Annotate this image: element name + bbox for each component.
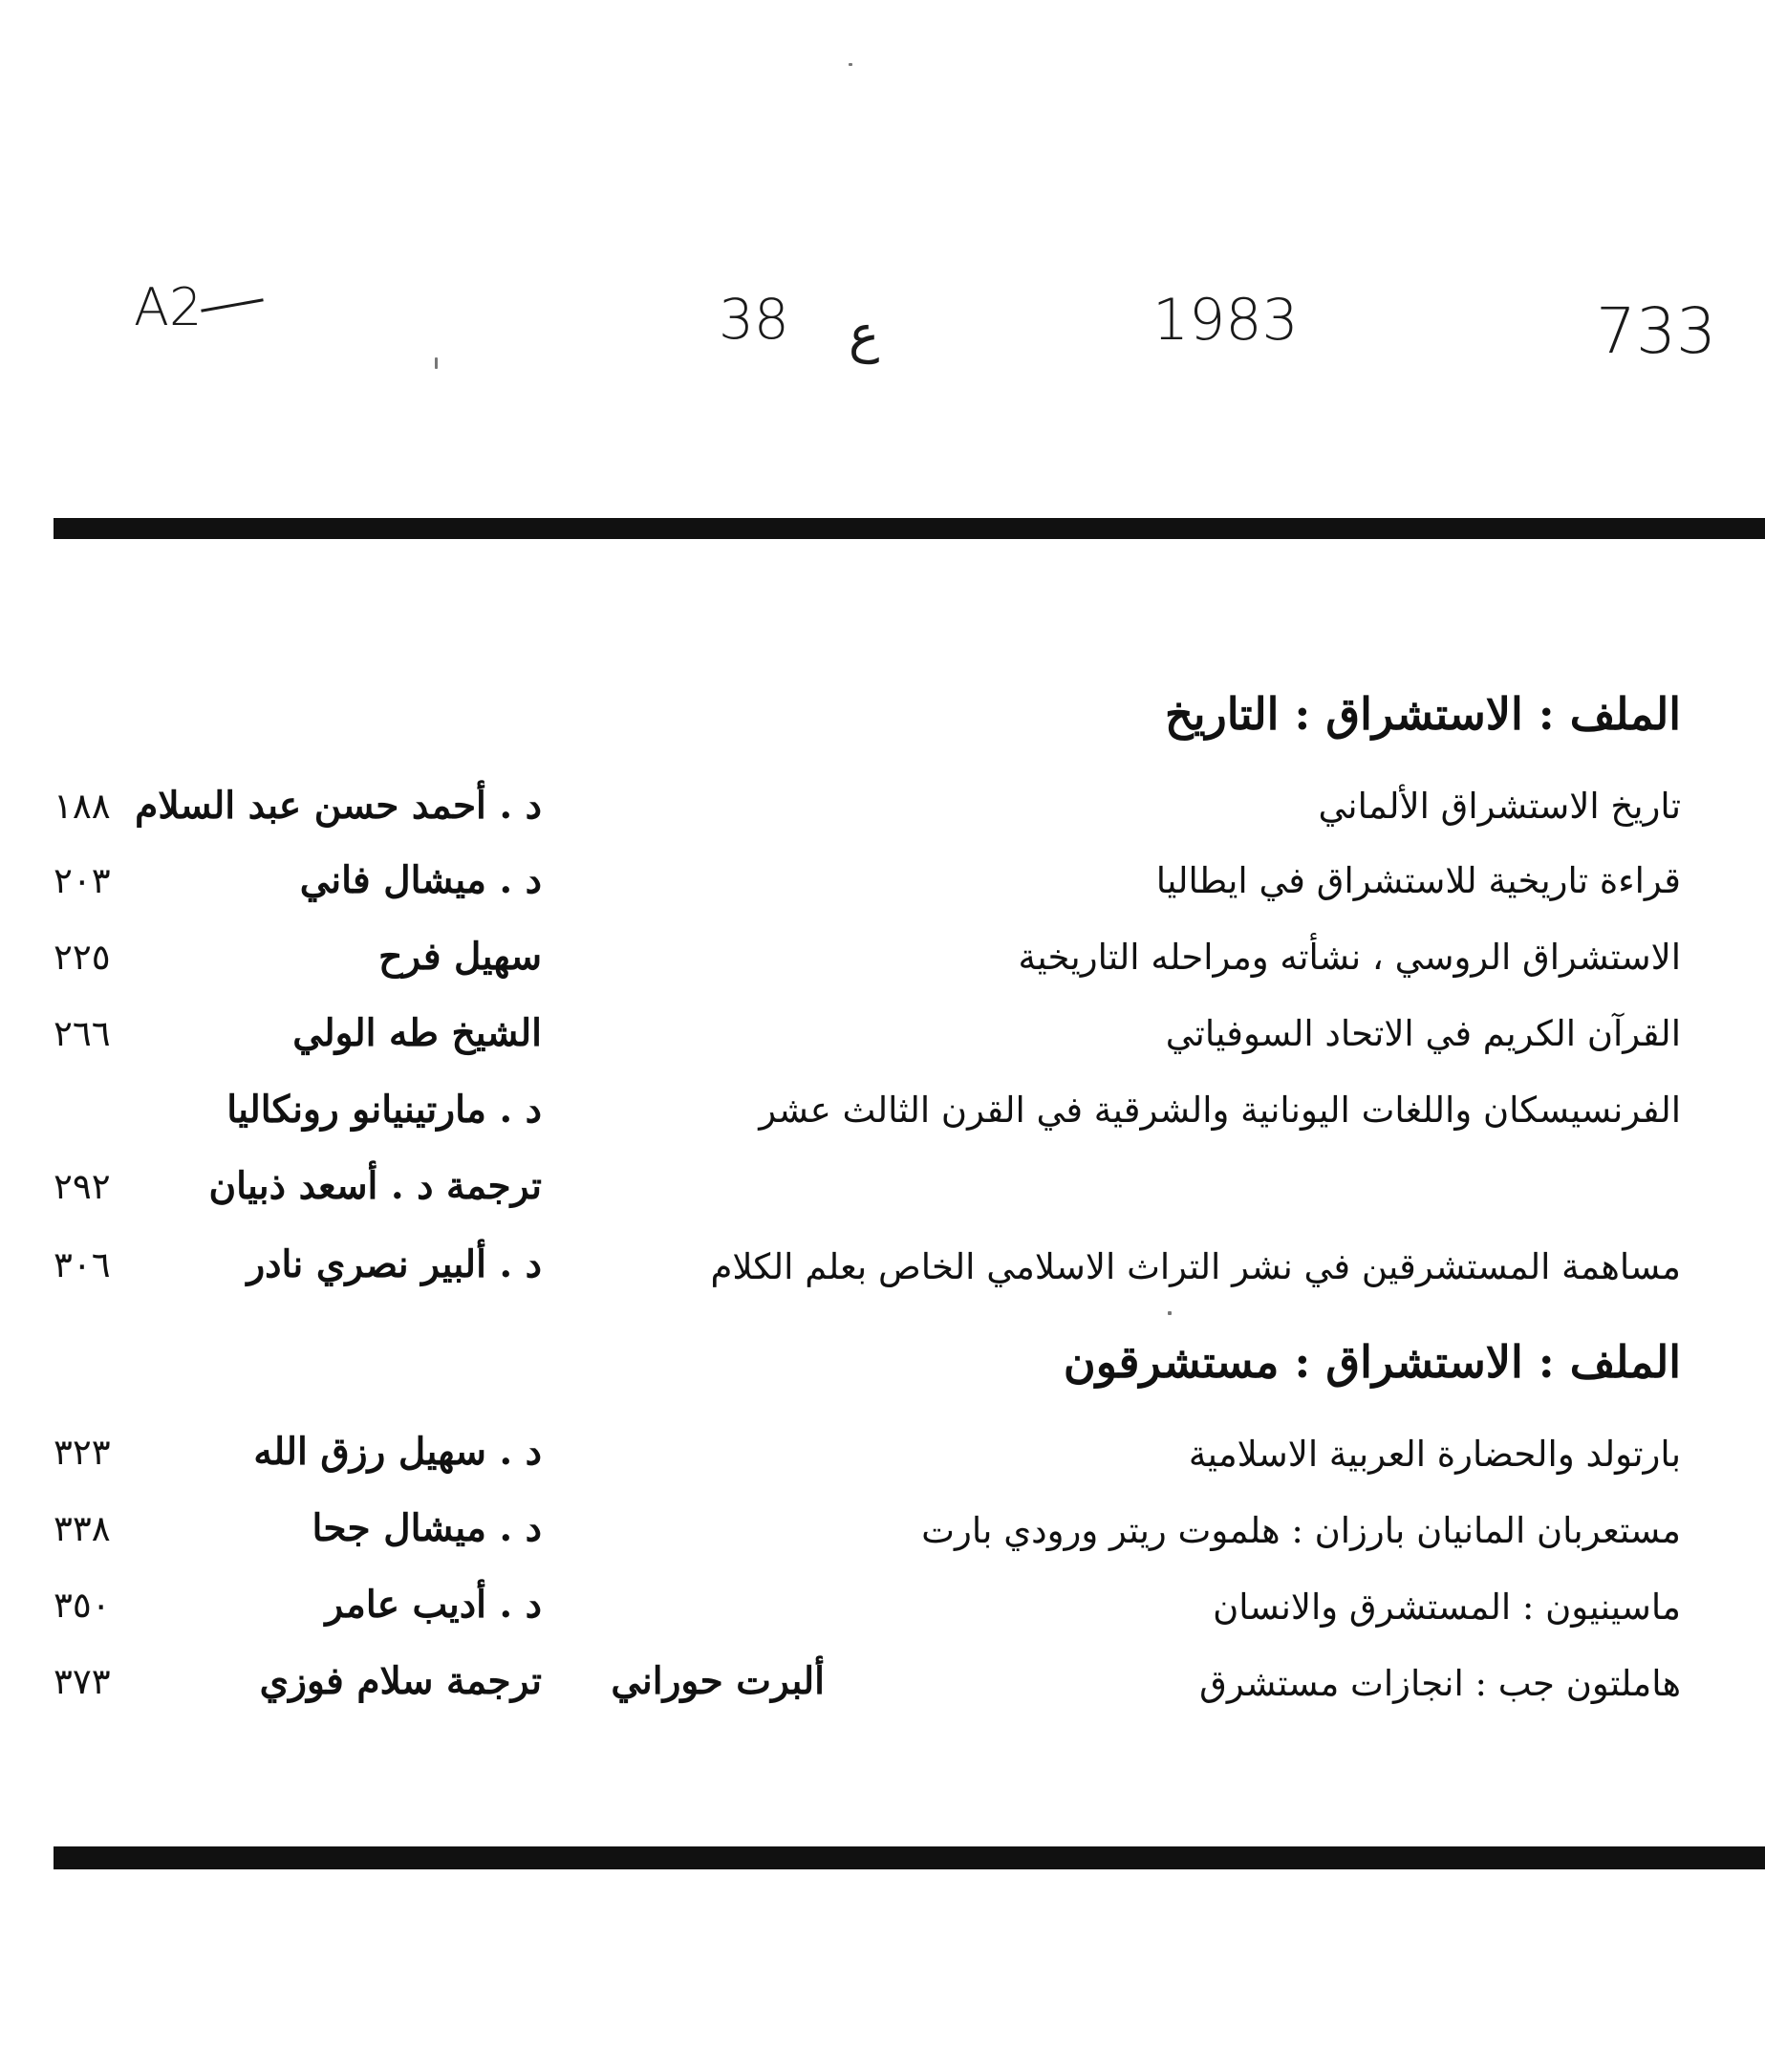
top-rule (54, 518, 1765, 539)
entry-page: ٣٢٣ (54, 1432, 111, 1473)
entry-title: تاريخ الاستشراق الألماني (1318, 786, 1681, 827)
entry-title: الاستشراق الروسي ، نشأته ومراحله التاريخية (1018, 937, 1681, 978)
entry-author: ترجمة سلام فوزي (259, 1659, 542, 1703)
handwritten-dash (201, 298, 264, 312)
entry-page: ٣٣٨ (54, 1508, 111, 1549)
entry-page: ٢٦٦ (54, 1013, 111, 1054)
entry-title: مساهمة المستشرقين في نشر التراث الاسلامي الخاص بعلم الكلام (710, 1246, 1681, 1287)
entry-title: الفرنسيسكان واللغات اليونانية والشرقية في القرن الثالث عشر (759, 1090, 1681, 1131)
entry-author: د . ميشال فاني (299, 858, 542, 902)
scan-speck (849, 63, 852, 66)
entry-page: ٢٢٥ (54, 937, 111, 978)
section-title-history: الملف : الاستشراق : التاريخ (1165, 688, 1681, 740)
entry-author: د . ألبير نصري نادر (247, 1242, 542, 1286)
entry-title: هاملتون جب : انجازات مستشرق (1199, 1663, 1681, 1704)
entry-author: د . أديب عامر (325, 1583, 542, 1627)
bottom-rule (54, 1846, 1765, 1869)
entry-page: ١٨٨ (54, 786, 111, 827)
handwritten-issue-number: 38 (719, 287, 789, 352)
entry-author: ترجمة د . أسعد ذبيان (208, 1164, 542, 1208)
entry-page: ٣٠٦ (54, 1244, 111, 1285)
entry-author: د . ميشال جحا (312, 1506, 542, 1550)
entry-title: بارتولد والحضارة العربية الاسلامية (1188, 1434, 1681, 1475)
entry-page: ٣٧٣ (54, 1661, 111, 1702)
handwritten-catalog-number: 733 (1596, 294, 1716, 368)
entry-page: ٢٠٣ (54, 860, 111, 901)
scan-speck (435, 357, 438, 369)
entry-author: د . سهيل رزق الله (253, 1430, 542, 1474)
entry-author: الشيخ طه الولي (292, 1011, 542, 1055)
scan-speck (1168, 1311, 1172, 1315)
entry-title: قراءة تاريخية للاستشراق في ايطاليا (1155, 860, 1681, 901)
entry-author: د . أحمد حسن عبد السلام (135, 784, 542, 828)
entry-page: ٢٩٢ (54, 1166, 111, 1207)
section-title-orientalists: الملف : الاستشراق : مستشرقون (1063, 1336, 1681, 1388)
entry-title: ماسينيون : المستشرق والانسان (1213, 1586, 1681, 1628)
entry-original-author: ألبرت حوراني (611, 1659, 825, 1703)
handwritten-year: 1983 (1152, 287, 1299, 354)
handwritten-ain-mark: ع (849, 304, 880, 364)
entry-page: ٣٥٠ (54, 1585, 111, 1626)
entry-author: د . مارتينيانو رونكاليا (226, 1088, 542, 1132)
entry-author: سهيل فرح (378, 935, 542, 979)
entry-title: مستعربان المانيان بارزان : هلموت ريتر ورودي بارت (921, 1510, 1681, 1551)
handwritten-ref: A2 (134, 277, 203, 337)
entry-title: القرآن الكريم في الاتحاد السوفياتي (1165, 1013, 1681, 1054)
